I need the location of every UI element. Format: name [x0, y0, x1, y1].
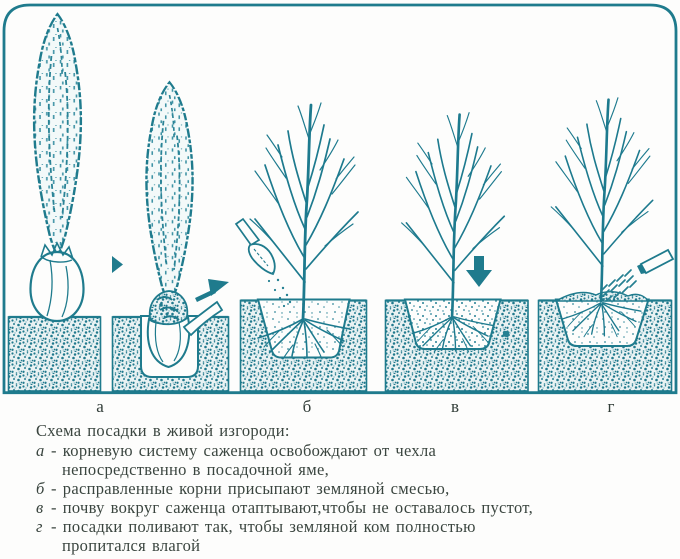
right-arrow-icon — [112, 256, 123, 273]
panel-g — [539, 98, 674, 391]
panel-label-b: б — [302, 397, 312, 416]
panel-label-g: г — [607, 397, 615, 416]
panel-b — [236, 103, 367, 391]
watering-spout-icon — [637, 250, 673, 274]
caption-item-b — [36, 479, 650, 498]
panel-label-a: а — [96, 397, 104, 416]
caption-separator: - — [51, 517, 57, 536]
caption-letter: а — [36, 441, 45, 460]
caption-item-a — [36, 441, 650, 479]
caption-title: Схема посадки в живой изгороди: — [36, 421, 290, 440]
caption-text-wrap: непосредственно в посадочной яме, — [62, 460, 329, 479]
caption-item-v — [36, 498, 650, 517]
caption-item-g — [36, 517, 650, 555]
figure-caption — [36, 421, 650, 555]
caption-separator: - — [51, 441, 57, 460]
caption-separator: - — [51, 479, 57, 498]
caption-separator: - — [51, 498, 57, 517]
down-arrow-icon — [466, 256, 492, 287]
caption-text: почву вокруг саженца отаптывают,чтобы не оставалось пустот, — [62, 498, 533, 517]
wrapped-root-ball — [30, 243, 83, 321]
panel-a-step1 — [9, 14, 101, 391]
caption-letter: в — [36, 498, 44, 517]
caption-text-wrap: пропитался влагой — [62, 536, 201, 555]
panel-v — [386, 113, 529, 391]
caption-text: расправленные корни присыпают земляной смесью, — [62, 479, 450, 498]
panel-a-step2 — [113, 82, 230, 391]
caption-letter: б — [36, 479, 45, 498]
trowel-icon — [236, 219, 275, 274]
up-right-arrow-icon — [196, 279, 229, 300]
panel-label-v: в — [450, 397, 460, 416]
caption-text: посадки поливают так, чтобы земляной ком полностью — [62, 517, 476, 536]
caption-text: корневую систему саженца освобождают от чехла — [62, 441, 437, 460]
caption-letter: г — [36, 517, 43, 536]
